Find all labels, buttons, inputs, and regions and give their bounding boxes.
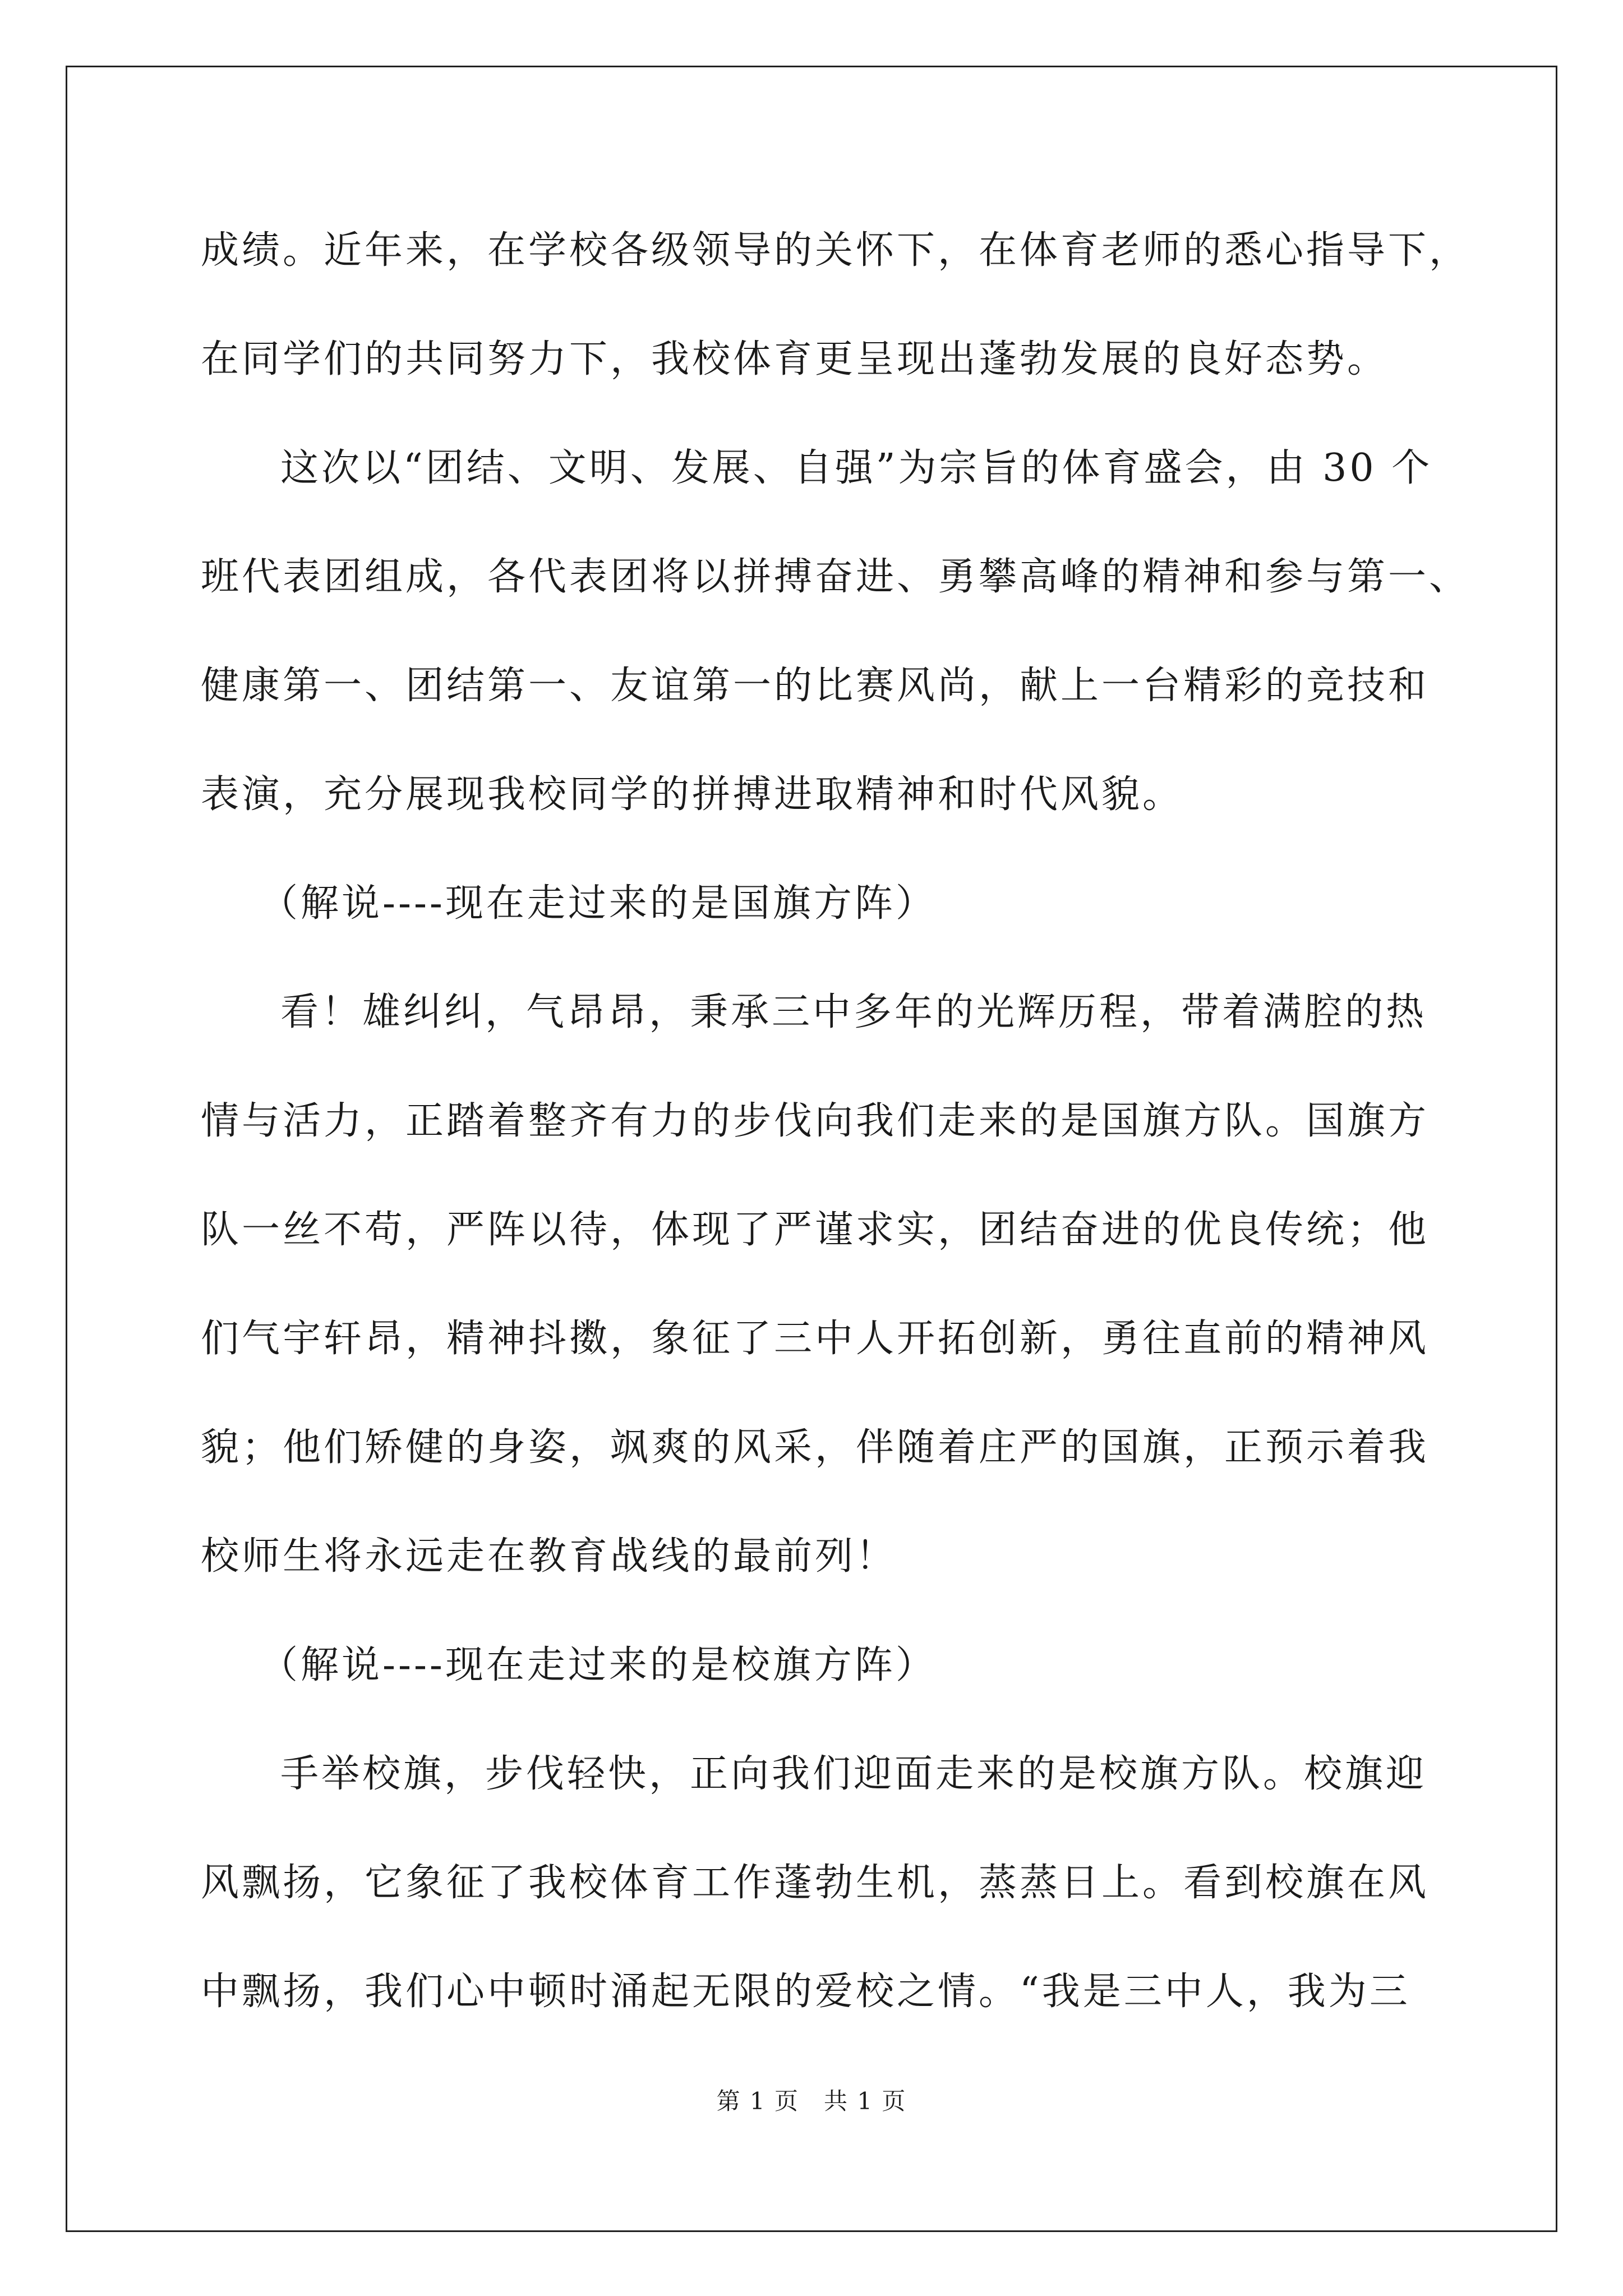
body-line-4: 班代表团组成，各代表团将以拼搏奋进、勇攀高峰的精神和参与第一、 (201, 555, 1470, 599)
body-line-8: 看！雄纠纠，气昂昂，秉承三中多年的光辉历程，带着满腔的热 (280, 990, 1427, 1034)
page-footer: 第 1 页 共 1 页 (716, 2087, 907, 2115)
body-line-6: 表演，充分展现我校同学的拼搏进取精神和时代风貌。 (201, 772, 1184, 817)
body-line-16: 风飘扬，它象征了我校体育工作蓬勃生机，蒸蒸日上。看到校旗在风 (201, 1861, 1430, 1905)
body-line-9: 情与活力，正踏着整齐有力的步伐向我们走来的是国旗方队。国旗方 (201, 1099, 1430, 1143)
body-line-12: 貌；他们矫健的身姿，飒爽的风采，伴随着庄严的国旗，正预示着我 (201, 1425, 1430, 1470)
body-line-1: 成绩。近年来，在学校各级领导的关怀下，在体育老师的悉心指导下， (201, 228, 1470, 273)
body-line-10: 队一丝不苟，严阵以待，体现了严谨求实，团结奋进的优良传统；他 (201, 1208, 1430, 1252)
body-line-17: 中飘扬，我们心中顿时涌起无限的爱校之情。“我是三中人，我为三 (201, 1970, 1410, 2014)
body-line-13: 校师生将永远走在教育战线的最前列！ (201, 1534, 897, 1579)
body-line-3: 这次以“团结、文明、发展、自强”为宗旨的体育盛会，由 30 个 (280, 446, 1433, 490)
heading-school-flag: （解说----现在走过来的是校旗方阵） (260, 1643, 937, 1687)
body-line-5: 健康第一、团结第一、友谊第一的比赛风尚，献上一台精彩的竞技和 (201, 664, 1430, 708)
heading-national-flag: （解说----现在走过来的是国旗方阵） (260, 881, 937, 926)
body-line-2: 在同学们的共同努力下，我校体育更呈现出蓬勃发展的良好态势。 (201, 337, 1389, 381)
body-line-15: 手举校旗，步伐轻快，正向我们迎面走来的是校旗方队。校旗迎 (280, 1752, 1427, 1796)
body-line-11: 们气宇轩昂，精神抖擞，象征了三中人开拓创新，勇往直前的精神风 (201, 1317, 1430, 1361)
